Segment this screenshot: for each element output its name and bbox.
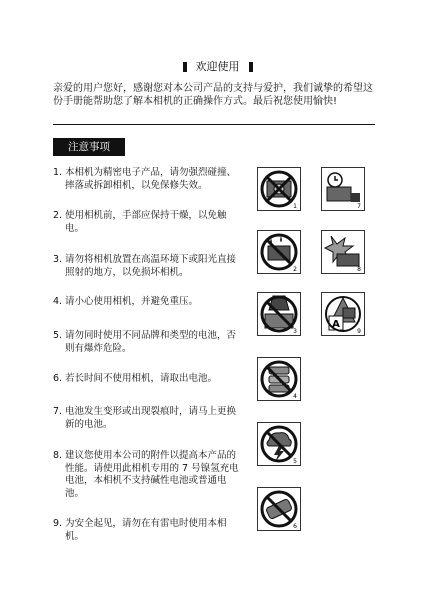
list-item — [53, 330, 243, 355]
no-disassemble-icon — [257, 167, 301, 211]
item-number: 4. — [53, 296, 63, 307]
item-text: 建议您使用本公司的附件以提高本产品的性能。请使用此相机专用的 7 号镍氢充电电池，本相机不支持碱性电池或普通电池。 — [65, 450, 239, 499]
icon-number: 2 — [293, 266, 297, 273]
item-text: 使用相机前，手部应保持干燥，以免触电。 — [65, 210, 227, 234]
no-wet-hands-icon — [257, 230, 301, 274]
list-item — [53, 450, 243, 500]
list-item — [53, 167, 243, 192]
icon-number: 8 — [357, 266, 361, 273]
icon-number: 7 — [357, 203, 361, 210]
accessories-icon — [321, 292, 365, 336]
list-item — [53, 518, 243, 543]
item-text: 请勿将相机放置在高温环境下或阳光直接照射的地方，以免损坏相机。 — [65, 254, 237, 278]
list-item — [53, 296, 243, 309]
item-number: 5. — [53, 330, 63, 341]
page-header — [0, 58, 435, 74]
page-title: 欢迎使用 — [195, 60, 240, 73]
item-number: 2. — [53, 210, 63, 221]
icon-number: 4 — [293, 393, 297, 400]
section-title: 注意事项 — [53, 138, 125, 156]
list-item — [53, 406, 243, 431]
icon-number: 6 — [293, 523, 297, 530]
no-mixed-batteries-icon — [321, 230, 365, 274]
list-item — [53, 210, 243, 235]
item-text: 若长时间不使用相机，请取出电池。 — [65, 373, 218, 384]
icon-number: 9 — [357, 328, 361, 335]
item-number: 9. — [53, 518, 63, 529]
item-text: 请勿同时使用不同品牌和类型的电池，否则有爆炸危险。 — [65, 330, 237, 354]
item-number: 7. — [53, 406, 63, 417]
item-text: 电池发生变形或出现裂痕时，请马上更换新的电池。 — [65, 406, 237, 430]
item-text: 请小心使用相机，并避免重压。 — [65, 296, 199, 307]
list-item — [53, 373, 243, 386]
no-heat-sun-icon — [321, 167, 365, 211]
icon-number: 3 — [293, 328, 297, 335]
item-number: 8. — [53, 450, 63, 461]
list-item — [53, 254, 243, 279]
no-lightning-icon — [257, 422, 301, 466]
title-bar-right — [249, 62, 253, 72]
title-bar-left — [183, 62, 187, 72]
battery-warning-icon — [257, 487, 301, 531]
item-text: 为安全起见，请勿在有雷电时使用本相机。 — [65, 518, 227, 542]
no-battery-removal-icon — [257, 357, 301, 401]
intro-paragraph: 亲爱的用户您好，感谢您对本公司产品的支持与爱护，我们诚挚的希望这份手册能帮助您了解本相机的正确操作方式。最后祝您使用愉快! — [53, 83, 373, 107]
icon-number: 1 — [293, 203, 297, 210]
item-text: 本相机为精密电子产品，请勿强烈碰撞、摔落或拆卸相机，以免保修失效。 — [65, 167, 237, 191]
no-heavy-pressure-icon — [257, 292, 301, 336]
svg-text:A: A — [332, 319, 340, 330]
item-number: 6. — [53, 373, 63, 384]
icon-number: 5 — [293, 458, 297, 465]
item-number: 3. — [53, 254, 63, 265]
divider — [53, 124, 375, 125]
item-number: 1. — [53, 167, 63, 178]
